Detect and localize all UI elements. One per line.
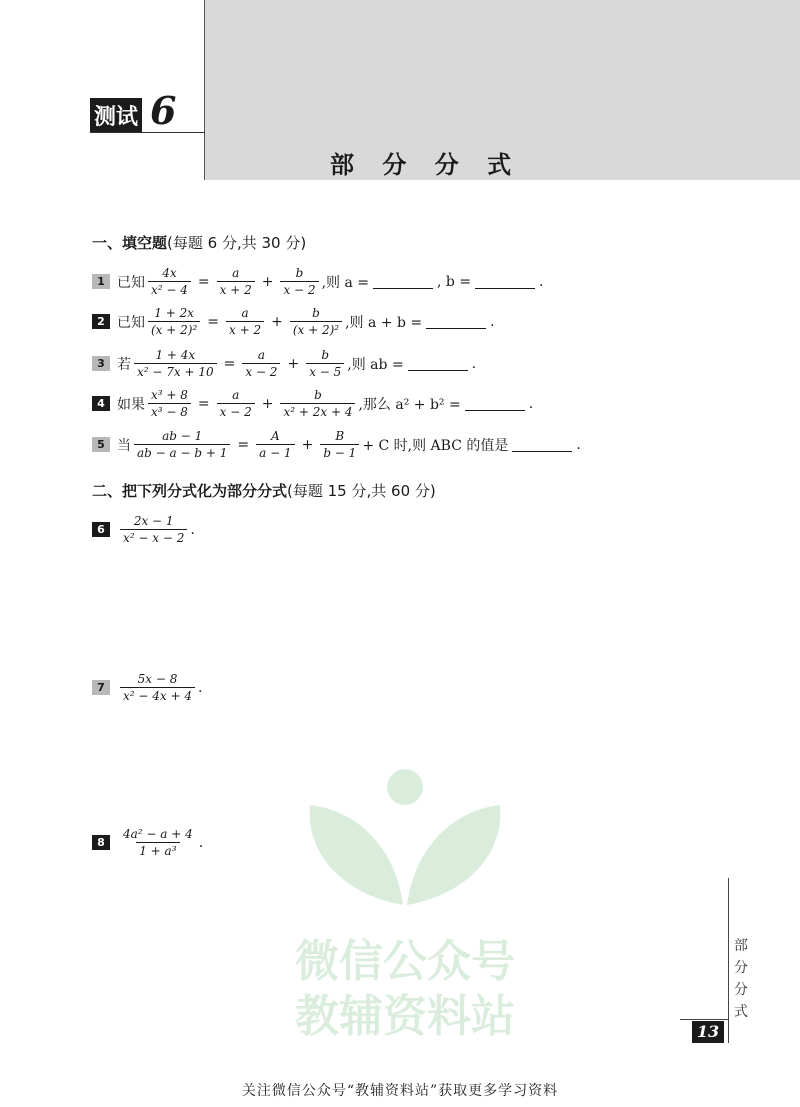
problem-4: [92, 388, 533, 419]
problem-end: .: [471, 355, 477, 372]
watermark-line-1: 微信公众号: [295, 936, 515, 987]
problem-1: [92, 266, 544, 297]
denominator: x − 5: [306, 363, 344, 379]
fraction: [120, 514, 187, 545]
numerator: ab − 1: [162, 429, 203, 443]
watermark-line-2: 教辅资料站: [295, 991, 515, 1042]
equals-sign: =: [197, 395, 210, 412]
fraction: [226, 306, 264, 337]
answer-blank[interactable]: [373, 274, 433, 289]
plus-sign: +: [261, 273, 274, 290]
problem-prefix: 如果: [117, 396, 145, 413]
denominator: x + 2: [217, 281, 255, 297]
problem-text: ,则 a + b =: [345, 314, 423, 331]
watermark: [285, 765, 525, 1042]
problem-end: .: [528, 395, 534, 412]
test-label: 测试: [90, 98, 142, 132]
numerator: 4x: [162, 266, 177, 280]
plus-sign: +: [301, 436, 314, 453]
numerator: b: [314, 388, 322, 402]
section-title: 二、把下列分式化为部分分式: [92, 482, 288, 500]
denominator: x − 2: [217, 403, 255, 419]
problem-text: ,则 ab =: [347, 356, 404, 373]
problem-number-badge: 5: [92, 437, 110, 452]
problem-number-badge: 1: [92, 274, 110, 289]
fraction: [148, 388, 191, 419]
numerator: 2x − 1: [133, 514, 174, 528]
fraction: [148, 266, 191, 297]
problem-number-badge: 3: [92, 356, 110, 371]
equals-sign: =: [223, 355, 236, 372]
answer-blank[interactable]: [512, 437, 572, 452]
problem-text: ,则 a =: [321, 274, 369, 291]
page-title: 部 分 分 式: [330, 151, 522, 179]
header-rule: [90, 132, 205, 133]
numerator: b: [321, 348, 330, 362]
numerator: a: [232, 388, 240, 402]
numerator: a: [241, 306, 249, 320]
page-number-rule: [680, 1019, 728, 1020]
numerator: B: [335, 429, 345, 443]
fraction: [134, 348, 217, 379]
sidebar-title: 部分分式: [734, 938, 748, 1020]
fraction: [306, 348, 344, 379]
problem-8: [92, 827, 203, 858]
plus-sign: +: [271, 313, 283, 330]
denominator: x − 2: [242, 363, 280, 379]
problem-end: .: [576, 436, 581, 453]
numerator: b: [295, 266, 304, 280]
section-title: 一、填空题: [92, 234, 168, 252]
problem-number-badge: 2: [92, 314, 110, 329]
denominator: x² + 2x + 4: [280, 403, 355, 419]
numerator: 1 + 2x: [154, 306, 194, 320]
denominator: x − 2: [280, 281, 318, 297]
problem-5: [92, 429, 581, 460]
problem-prefix: 若: [117, 356, 131, 373]
denominator: x + 2: [226, 321, 264, 337]
fraction: [320, 429, 359, 460]
fraction: [120, 827, 196, 858]
plus-sign: +: [261, 395, 274, 412]
fraction: [148, 306, 200, 337]
page-number: 13: [692, 1021, 724, 1043]
header-divider: [204, 0, 205, 180]
numerator: b: [312, 306, 320, 320]
problem-end: .: [190, 521, 195, 538]
sidebar-rule: [728, 878, 729, 1043]
fraction: [242, 348, 280, 379]
problem-prefix: 当: [117, 437, 131, 454]
fraction: [280, 266, 318, 297]
numerator: 1 + 4x: [155, 348, 196, 362]
test-number: 6: [150, 88, 177, 133]
problem-7: [92, 672, 202, 703]
problem-prefix: 已知: [117, 274, 145, 291]
problem-text: ,那么 a² + b² =: [358, 396, 461, 413]
fraction: [290, 306, 342, 337]
denominator: (x + 2)²: [290, 321, 342, 337]
denominator: a − 1: [256, 444, 294, 460]
numerator: a: [232, 266, 240, 280]
problem-number-badge: 8: [92, 835, 110, 850]
section-heading-decompose: [92, 480, 436, 501]
denominator: x² − 4x + 4: [120, 687, 195, 703]
problem-text: , b =: [437, 273, 472, 290]
problem-number-badge: 4: [92, 396, 110, 411]
problem-text: + C 时,则 ABC 的值是: [362, 437, 509, 454]
fraction: [217, 266, 255, 297]
numerator: a: [257, 348, 265, 362]
problem-prefix: 已知: [117, 314, 145, 331]
answer-blank[interactable]: [465, 396, 525, 411]
fraction: [134, 429, 230, 460]
section-note: (每题 6 分,共 30 分): [167, 234, 307, 252]
denominator: ab − a − b + 1: [134, 444, 230, 460]
leaf-logo-icon: [285, 765, 525, 905]
numerator: x³ + 8: [151, 388, 188, 402]
fraction: [256, 429, 294, 460]
numerator: A: [271, 429, 280, 443]
fraction: [217, 388, 255, 419]
problem-end: .: [490, 313, 495, 330]
denominator: b − 1: [320, 444, 359, 460]
equals-sign: =: [207, 313, 219, 330]
plus-sign: +: [287, 355, 300, 372]
fraction: [280, 388, 355, 419]
denominator: x² − 4: [148, 281, 191, 297]
denominator: (x + 2)²: [148, 321, 200, 337]
answer-blank[interactable]: [408, 356, 468, 371]
problem-number-badge: 6: [92, 522, 110, 537]
numerator: 4a² − a + 4: [123, 827, 193, 841]
footer-text: 关注微信公众号“教辅资料站”获取更多学习资料: [241, 1083, 559, 1099]
section-note: (每题 15 分,共 60 分): [287, 482, 436, 500]
problem-end: .: [539, 273, 544, 290]
problem-2: [92, 306, 495, 337]
numerator: 5x − 8: [137, 672, 178, 686]
equals-sign: =: [197, 273, 210, 290]
denominator: 1 + a³: [136, 842, 179, 858]
fraction: [120, 672, 195, 703]
answer-blank[interactable]: [426, 314, 486, 329]
equals-sign: =: [237, 436, 250, 453]
problem-6: [92, 514, 195, 545]
problem-number-badge: 7: [92, 680, 110, 695]
problem-end: .: [198, 834, 204, 851]
section-heading-fill-in: [92, 232, 306, 253]
problem-end: .: [197, 679, 203, 696]
denominator: x² − x − 2: [120, 529, 187, 545]
answer-blank[interactable]: [475, 274, 535, 289]
problem-3: [92, 348, 476, 379]
denominator: x² − 7x + 10: [134, 363, 217, 379]
denominator: x³ − 8: [148, 403, 191, 419]
